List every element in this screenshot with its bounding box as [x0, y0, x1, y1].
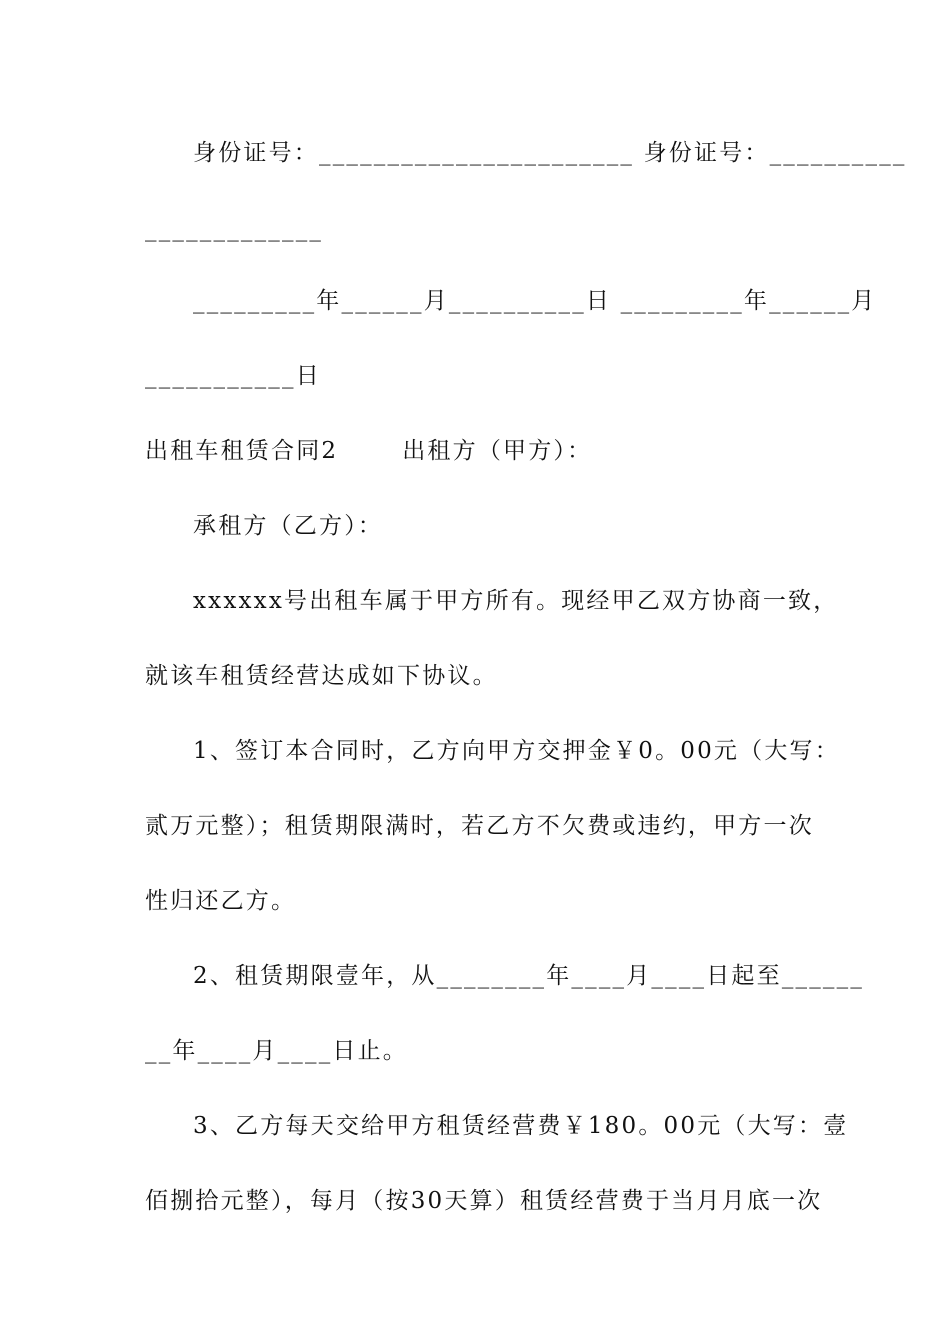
date-line-continued: ___________日 [145, 363, 321, 389]
date-line: _________年______月__________日 _________年______月 [193, 288, 877, 314]
paragraph-intro: xxxxxx号出租车属于甲方所有。现经甲乙双方协商一致， [193, 588, 839, 614]
lessor-label: 出租方（甲方）： [402, 438, 593, 464]
contract-title: 出租车租赁合同2 [145, 438, 339, 464]
clause-1: 1、签订本合同时，乙方向甲方交押金￥0。00元（大写： [193, 738, 840, 764]
id-number-line: 身份证号：_______________________ 身份证号：__________ [193, 140, 907, 166]
clause-2: 2、租赁期限壹年，从________年____月____日起至______ [193, 963, 865, 989]
id-number-line-continued: _____________ [145, 216, 324, 242]
clause-2-continued: __年____月____日止。 [145, 1038, 408, 1064]
paragraph-intro-continued: 就该车租赁经营达成如下协议。 [145, 663, 498, 689]
contract-heading-line [145, 436, 810, 466]
lessee-label: 承租方（乙方）： [193, 513, 384, 539]
clause-1-continued: 贰万元整）；租赁期限满时，若乙方不欠费或违约，甲方一次 [145, 813, 814, 839]
clause-3-continued: 佰捌拾元整），每月（按30天算）租赁经营费于当月月底一次 [145, 1188, 823, 1214]
clause-1-end: 性归还乙方。 [145, 888, 297, 914]
clause-3: 3、乙方每天交给甲方租赁经营费￥180。00元（大写：壹 [193, 1113, 849, 1139]
